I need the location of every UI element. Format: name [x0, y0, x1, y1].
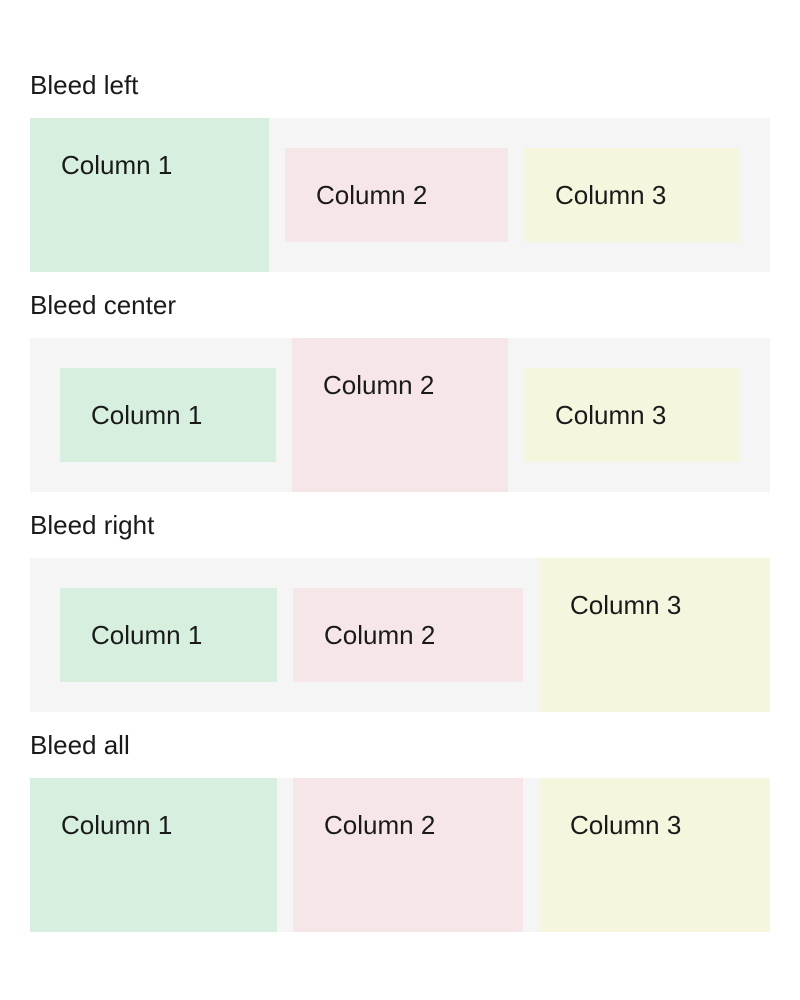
columns-panel — [30, 118, 770, 272]
column-label: Column 1 — [61, 810, 173, 840]
column-3 — [524, 148, 740, 242]
section-title: Bleed center — [30, 290, 176, 320]
column-1 — [30, 778, 277, 932]
column-3 — [524, 368, 740, 462]
column-label: Column 3 — [555, 180, 667, 210]
column-1 — [30, 118, 269, 272]
column-3 — [539, 778, 770, 932]
column-label: Column 3 — [570, 590, 682, 620]
column-1 — [60, 368, 276, 462]
column-2 — [285, 148, 508, 242]
column-label: Column 1 — [91, 400, 203, 430]
columns-panel — [30, 558, 770, 712]
section-title: Bleed all — [30, 730, 130, 760]
column-label: Column 3 — [570, 810, 682, 840]
column-1 — [60, 588, 277, 682]
section-title: Bleed left — [30, 70, 139, 100]
column-label: Column 2 — [316, 180, 428, 210]
column-label: Column 2 — [324, 810, 436, 840]
column-label: Column 1 — [91, 620, 203, 650]
column-3 — [539, 558, 770, 712]
column-2 — [292, 338, 508, 492]
columns-panel — [30, 778, 770, 932]
column-2 — [293, 778, 523, 932]
section-title: Bleed right — [30, 510, 155, 540]
column-label: Column 2 — [323, 370, 435, 400]
column-label: Column 3 — [555, 400, 667, 430]
column-label: Column 1 — [61, 150, 173, 180]
column-2 — [293, 588, 523, 682]
column-label: Column 2 — [324, 620, 436, 650]
columns-panel — [30, 338, 770, 492]
